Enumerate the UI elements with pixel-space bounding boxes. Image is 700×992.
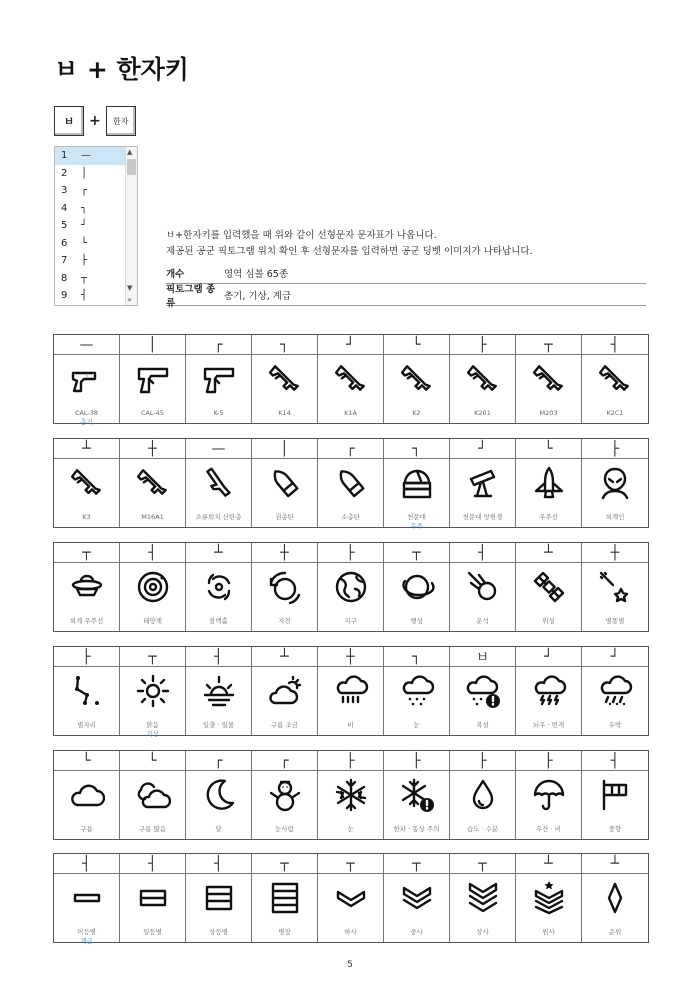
pictogram-label: 행성	[410, 617, 423, 625]
earth-icon	[333, 569, 369, 609]
rifle-icon	[333, 361, 369, 401]
rank-1-icon	[69, 880, 105, 920]
pictogram-label: K2	[412, 409, 421, 417]
pictogram-table	[53, 438, 649, 528]
pictogram-label: 중사	[410, 928, 423, 936]
pictogram-label: 천문대 망원경	[462, 513, 503, 521]
category-label: 기상	[146, 730, 159, 738]
pictogram-label: 비	[347, 721, 354, 729]
header-cell: ┤	[582, 751, 648, 771]
pictogram-label: CAL-45	[140, 409, 165, 417]
chevron-2-icon	[399, 880, 435, 920]
pistol-icon	[201, 361, 237, 401]
pictogram-cell	[516, 667, 582, 735]
list-item-char: ┌	[81, 185, 88, 197]
rifle-icon	[465, 361, 501, 401]
header-cell: ┴	[186, 543, 252, 563]
pictogram-cell	[384, 667, 450, 735]
header-cell: ┤	[186, 647, 252, 667]
pictogram-cell	[516, 874, 582, 942]
pictogram-label: M16A1	[141, 513, 164, 521]
scroll-thumb[interactable]	[127, 159, 136, 175]
umbrella-icon	[531, 777, 567, 817]
pictogram-label: 이등병	[77, 928, 96, 936]
rain-icon	[333, 673, 369, 713]
header-cell: ┐	[252, 335, 318, 355]
key-b	[54, 106, 84, 136]
cloud-icon	[69, 777, 105, 817]
pictogram-label: 조류퇴치 산탄총	[195, 513, 242, 521]
pictogram-label: 한파 · 동상 주의	[393, 825, 440, 833]
info-key: 개수	[166, 268, 185, 280]
pictogram-cell	[120, 355, 186, 423]
symbol-listbox[interactable]	[54, 146, 138, 306]
sun-icon	[135, 673, 171, 713]
list-item-char: │	[81, 167, 88, 179]
header-cell: ├	[450, 335, 516, 355]
info-value: 영역 심볼 65종	[224, 268, 289, 280]
list-item-char: ├	[81, 255, 88, 267]
chevron-star-icon	[531, 880, 567, 920]
header-cell: ├	[318, 751, 384, 771]
spaceship-icon	[531, 465, 567, 505]
list-item-char: —	[81, 150, 91, 162]
rifle-icon	[135, 465, 171, 505]
header-cell: ┤	[120, 854, 186, 874]
pictogram-label: 폭설	[476, 721, 489, 729]
pictogram-cell	[186, 563, 252, 631]
revolver-icon	[69, 361, 105, 401]
pictogram-cell	[186, 771, 252, 839]
header-cell: ┼	[582, 543, 648, 563]
pictogram-cell	[450, 563, 516, 631]
list-item-number: 2	[61, 167, 68, 179]
pictogram-label: 구름	[80, 825, 93, 833]
pictogram-cell	[252, 874, 318, 942]
header-cell: └	[384, 335, 450, 355]
pictogram-cell	[318, 874, 384, 942]
pictogram-label: 눈	[347, 825, 354, 833]
pictogram-cell	[384, 355, 450, 423]
plus-sign: +	[89, 113, 101, 129]
info-row	[166, 262, 646, 284]
pictogram-cell	[450, 874, 516, 942]
pictogram-cell	[582, 563, 648, 631]
rotation-icon	[267, 569, 303, 609]
alien-icon	[597, 465, 633, 505]
pictogram-label: 권총탄	[275, 513, 294, 521]
meteor-icon	[465, 569, 501, 609]
pictogram-label: M203	[539, 409, 558, 417]
list-item-number: 7	[61, 255, 68, 267]
pictogram-cell	[582, 459, 648, 527]
list-item-number: 9	[61, 290, 68, 302]
pictogram-cell	[120, 563, 186, 631]
sunrise-icon	[201, 673, 237, 713]
header-cell: ├	[318, 543, 384, 563]
description-line-2: 제공된 공군 픽토그램 위치 확인 후 선형문자를 입력하면 공군 딩벳 이미지가 나타납니다.	[166, 246, 533, 257]
header-cell: ┬	[384, 543, 450, 563]
pictogram-cell	[450, 355, 516, 423]
rifle-icon	[597, 361, 633, 401]
pictogram-cell	[582, 355, 648, 423]
shooting-star-icon	[597, 569, 633, 609]
pictogram-cell	[54, 667, 120, 735]
header-cell: ┌	[186, 335, 252, 355]
pictogram-cell	[54, 771, 120, 839]
pictogram-cell	[582, 874, 648, 942]
pictogram-label: 별자리	[77, 721, 96, 729]
list-item-number: 1	[61, 150, 68, 162]
listbox-scrollbar[interactable]	[125, 147, 137, 305]
header-cell: ├	[450, 751, 516, 771]
pictogram-label: 뇌우 · 번개	[532, 721, 565, 729]
pictogram-cell	[450, 771, 516, 839]
pictogram-label: 우주선	[539, 513, 558, 521]
pictogram-cell	[186, 355, 252, 423]
header-cell: │	[120, 335, 186, 355]
header-cell: ┤	[450, 543, 516, 563]
pictogram-cell	[54, 355, 120, 426]
pictogram-cell	[252, 355, 318, 423]
header-cell: ├	[384, 751, 450, 771]
header-cell: └	[54, 751, 120, 771]
pictogram-cell	[252, 667, 318, 735]
page-title: ㅂ + 한자키	[54, 55, 189, 84]
pictogram-label: 달	[215, 825, 222, 833]
pictogram-table	[53, 334, 649, 424]
pictogram-label: K14	[278, 409, 291, 417]
pictogram-label: 구름 많음	[138, 825, 167, 833]
page-number: 5	[347, 960, 353, 970]
header-cell: ┌	[186, 751, 252, 771]
header-cell: ┴	[252, 647, 318, 667]
solar-system-icon	[135, 569, 171, 609]
key-hanja	[106, 106, 136, 136]
moon-icon	[201, 777, 237, 817]
header-cell: ┘	[450, 439, 516, 459]
pictogram-cell	[318, 667, 384, 735]
ufo-icon	[69, 569, 105, 609]
pictogram-label: 습도 · 수분	[466, 825, 499, 833]
pictogram-cell	[318, 355, 384, 423]
scroll-down-icon[interactable]: ▼	[127, 284, 133, 292]
partly-cloudy-icon	[267, 673, 303, 713]
pictogram-cell	[318, 563, 384, 631]
header-cell: ┬	[252, 854, 318, 874]
pictogram-cell	[516, 459, 582, 527]
pictogram-cell	[384, 563, 450, 631]
pictogram-label: 눈사람	[275, 825, 294, 833]
pictogram-cell	[252, 771, 318, 839]
rank-4-icon	[267, 880, 303, 920]
list-item-number: 6	[61, 237, 68, 249]
header-cell: └	[516, 439, 582, 459]
snow-warning-icon	[465, 673, 501, 713]
pictogram-cell	[186, 459, 252, 527]
pictogram-cell	[54, 563, 120, 631]
header-cell: ┐	[384, 647, 450, 667]
pictogram-cell	[120, 874, 186, 942]
pictogram-label: K2C1	[606, 409, 624, 417]
header-cell: ┌	[252, 751, 318, 771]
rifle-icon	[531, 361, 567, 401]
pictogram-label: 우박	[608, 721, 622, 729]
category-label: 우주	[410, 522, 423, 530]
info-value: 총기, 기상, 계급	[224, 290, 292, 302]
header-cell: ┴	[516, 543, 582, 563]
header-cell: ┤	[54, 854, 120, 874]
pictogram-cell	[516, 355, 582, 423]
rifle-icon	[69, 465, 105, 505]
pictogram-label: 상등병	[209, 928, 228, 936]
pictogram-cell	[54, 874, 120, 945]
key-b-label: ㅂ	[63, 115, 75, 128]
bullet-icon	[333, 465, 369, 505]
info-row	[166, 283, 646, 309]
description-line-1: ㅂ+한자키를 입력했을 때 위와 같이 선형문자 문자표가 나옵니다.	[166, 230, 437, 241]
header-cell: —	[54, 335, 120, 355]
pictogram-label: K3	[82, 513, 91, 521]
pictogram-label: 소총탄	[341, 513, 360, 521]
pictogram-cell	[120, 667, 186, 738]
constellation-icon	[69, 673, 105, 713]
chevron-3-icon	[465, 880, 501, 920]
header-cell: ┐	[384, 439, 450, 459]
header-cell: ┼	[318, 647, 384, 667]
satellite-icon	[531, 569, 567, 609]
snowman-icon	[267, 777, 303, 817]
pistol-icon	[135, 361, 171, 401]
header-cell: ┴	[54, 439, 120, 459]
pictogram-cell	[384, 771, 450, 839]
planet-icon	[399, 569, 435, 609]
header-cell: ┘	[318, 335, 384, 355]
header-cell: ├	[582, 439, 648, 459]
windsock-icon	[597, 777, 633, 817]
pictogram-label: 외계 우주선	[69, 617, 104, 625]
header-cell: ┼	[120, 439, 186, 459]
header-cell: ㅂ	[450, 647, 516, 667]
header-cell: ┬	[318, 854, 384, 874]
header-cell: —	[186, 439, 252, 459]
list-item[interactable]	[55, 147, 127, 165]
pictogram-label: 일등병	[143, 928, 162, 936]
header-cell: ┬	[450, 854, 516, 874]
header-cell: └	[120, 751, 186, 771]
pictogram-cell	[516, 563, 582, 631]
pictogram-label: 원사	[542, 928, 555, 936]
list-item-char: ┐	[81, 202, 88, 214]
header-cell: ┬	[384, 854, 450, 874]
pictogram-label: 상사	[476, 928, 489, 936]
pictogram-label: 별똥별	[605, 617, 625, 625]
category-label: 총기	[80, 418, 93, 426]
rank-3-icon	[201, 880, 237, 920]
category-label: 계급	[80, 937, 93, 945]
snow-cloud-icon	[399, 673, 435, 713]
header-cell: ├	[54, 647, 120, 667]
header-cell: ┬	[516, 335, 582, 355]
snowflake-icon	[333, 777, 369, 817]
list-item-char: ┬	[81, 272, 88, 284]
pictogram-cell	[384, 874, 450, 942]
pictogram-label: 맑음	[146, 721, 159, 729]
list-item-number: 5	[61, 220, 68, 232]
rifle-icon	[267, 361, 303, 401]
chevron-1-icon	[333, 880, 369, 920]
bullet-icon	[267, 465, 303, 505]
expand-icon[interactable]: »	[127, 295, 132, 304]
list-item-char: ┘	[81, 220, 88, 232]
pictogram-cell	[186, 874, 252, 942]
thunder-icon	[531, 673, 567, 713]
pictogram-table	[53, 853, 649, 943]
pictogram-label: 태양계	[143, 617, 162, 625]
list-item-char: └	[81, 237, 88, 249]
pictogram-cell	[450, 459, 516, 527]
header-cell: ┤	[186, 854, 252, 874]
black-hole-icon	[201, 569, 237, 609]
pictogram-label: 자전	[278, 617, 291, 625]
frost-warning-icon	[399, 777, 435, 817]
pictogram-label: 준위	[608, 928, 622, 936]
pictogram-cell	[516, 771, 582, 839]
observatory-icon	[399, 465, 435, 505]
pictogram-label: CAL-38	[74, 409, 99, 417]
pictogram-cell	[186, 667, 252, 735]
pictogram-cell	[450, 667, 516, 735]
key-hanja-label: 한자	[113, 116, 129, 126]
pictogram-cell	[120, 459, 186, 527]
rank-2-icon	[135, 880, 171, 920]
pictogram-cell	[54, 459, 120, 527]
pictogram-table	[53, 750, 649, 840]
pictogram-label: 위성	[542, 617, 555, 625]
header-cell: │	[252, 439, 318, 459]
pictogram-table	[53, 646, 649, 736]
pictogram-cell	[120, 771, 186, 839]
header-cell: ┬	[120, 647, 186, 667]
pictogram-label: 지구	[344, 617, 357, 625]
pictogram-label: 구름 조금	[270, 721, 299, 729]
list-item-char: ┤	[81, 290, 88, 302]
header-cell: ┌	[318, 439, 384, 459]
pictogram-cell	[318, 771, 384, 839]
sleet-icon	[597, 673, 633, 713]
pictogram-table	[53, 542, 649, 632]
pictogram-label: 병장	[278, 928, 291, 936]
telescope-icon	[465, 465, 501, 505]
shotgun-icon	[201, 465, 237, 505]
info-key: 픽토그램 종류	[166, 283, 216, 309]
pictogram-label: 블랙홀	[209, 617, 228, 625]
pictogram-label: 눈	[413, 721, 420, 729]
scroll-up-icon[interactable]: ▲	[127, 148, 133, 156]
header-cell: ┘	[582, 647, 648, 667]
pictogram-cell	[582, 771, 648, 839]
pictogram-label: K-5	[213, 409, 224, 417]
rifle-icon	[399, 361, 435, 401]
pictogram-label: 풍향	[608, 825, 622, 833]
description	[166, 228, 533, 260]
pictogram-cell	[318, 459, 384, 527]
header-cell: ┬	[54, 543, 120, 563]
list-item-number: 4	[61, 202, 68, 214]
pictogram-label: 일출 · 일몰	[202, 721, 235, 729]
diamond-icon	[597, 880, 633, 920]
pictogram-label: 하사	[344, 928, 357, 936]
clouds-icon	[135, 777, 171, 817]
header-cell: ┴	[582, 854, 648, 874]
pictogram-cell	[252, 563, 318, 631]
pictogram-label: 우산 · 비	[535, 825, 562, 833]
drop-icon	[465, 777, 501, 817]
list-item-number: 3	[61, 185, 68, 197]
pictogram-label: K201	[474, 409, 491, 417]
pictogram-label: 외계인	[605, 513, 625, 521]
pictogram-cell	[582, 667, 648, 735]
header-cell: ┘	[516, 647, 582, 667]
pictogram-label: K1A	[344, 409, 357, 417]
pictogram-cell	[252, 459, 318, 527]
key-combo	[54, 106, 136, 136]
pictogram-label: 천문대	[407, 513, 426, 521]
info-table	[166, 262, 646, 309]
header-cell: ├	[516, 751, 582, 771]
header-cell: ┤	[120, 543, 186, 563]
header-cell: ┼	[252, 543, 318, 563]
pictogram-cell	[384, 459, 450, 530]
list-item-number: 8	[61, 272, 68, 284]
pictogram-label: 운석	[476, 617, 489, 625]
header-cell: ┤	[582, 335, 648, 355]
header-cell: ┴	[516, 854, 582, 874]
